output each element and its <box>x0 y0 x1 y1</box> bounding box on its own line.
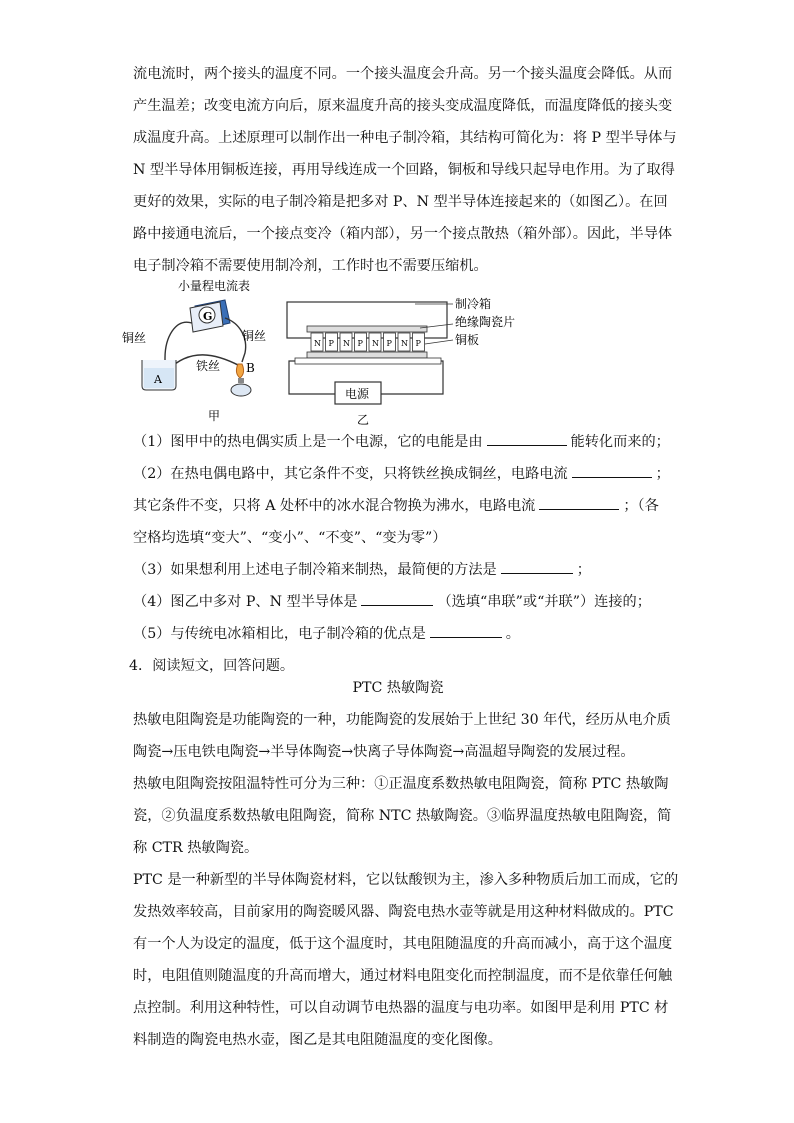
question-5 <box>133 618 663 650</box>
q3-text: （3）如果想利用上述电子制冷箱来制热，最简便的方法是 <box>133 562 497 578</box>
text-line: 点控制。利用这种特性，可以自动调节电热器的温度与电功率。如图甲是利用 PTC 材 <box>133 1000 669 1016</box>
text-line: 称 CTR 热敏陶瓷。 <box>133 840 259 856</box>
point-a-label: A <box>154 373 162 386</box>
q2-answer-blank-1[interactable] <box>572 461 652 478</box>
question-2c <box>133 522 663 554</box>
text-line: 流电流时，两个接头的温度不同。一个接头温度会升高。另一个接头温度会降低。从而 <box>133 66 673 82</box>
intro-paragraph <box>133 58 677 282</box>
text-line: 更好的效果，实际的电子制冷箱是把多对 P、N 型半导体连接起来的（如图乙）。在回 <box>133 194 668 210</box>
q1-text-end: 能转化而来的； <box>570 434 670 450</box>
copper-plate-bottom <box>295 358 441 364</box>
semiconductor-label: P <box>357 339 363 348</box>
text-line: 产生温差；改变电流方向后，原来温度升高的接头变成温度降低，而温度降低的接头变 <box>133 98 673 114</box>
article-title: PTC 热敏陶瓷 <box>352 680 444 696</box>
question-2a <box>133 458 670 490</box>
text-line: 电子制冷箱不需要使用制冷剂，工作时也不需要压缩机。 <box>133 258 488 274</box>
q4-answer-blank[interactable] <box>361 589 433 606</box>
q4-text-end: （选填“串联”或“并联”）连接的； <box>437 594 651 610</box>
questions-block <box>129 426 670 682</box>
figure-jia-caption: 甲 <box>208 409 221 423</box>
semiconductor-label: P <box>415 339 421 348</box>
q2-answer-blank-2[interactable] <box>539 493 619 510</box>
q1-answer-blank[interactable] <box>487 429 567 446</box>
semiconductor-label: P <box>386 339 392 348</box>
power-label: 电源 <box>345 387 370 401</box>
question-3 <box>133 554 663 586</box>
text-line: 路中接通电流后，一个接点变冷（箱内部），另一个接点散热（箱外部）。因此，半导体 <box>133 226 673 242</box>
question-1 <box>133 426 670 458</box>
q2-text-note: ；（各 <box>623 498 659 514</box>
q3-text-end: ； <box>576 562 591 578</box>
q1-text: （1）图甲中的热电偶实质上是一个电源，它的电能是由 <box>133 434 483 450</box>
section4-heading: 4．阅读短文，回答问题。 <box>129 658 295 674</box>
q3-answer-blank[interactable] <box>501 557 573 574</box>
q4-text: （4）图乙中多对 P、N 型半导体是 <box>133 594 358 610</box>
q5-text: （5）与传统电冰箱相比，电子制冷箱的优点是 <box>133 626 426 642</box>
copper-wire-right-label: 铜丝 <box>242 329 267 343</box>
text-line: 热敏电阻陶瓷是功能陶瓷的一种，功能陶瓷的发展始于上世纪 30 年代，经历从电介质 <box>133 712 671 728</box>
text-line: PTC 是一种新型的半导体陶瓷材料，它以钛酸钡为主，渗入多种物质后加工而成，它的 <box>133 872 679 888</box>
text-line: 有一个人为设定的温度，低于这个温度时，其电阻随温度的升高而减小，高于这个温度 <box>133 936 673 952</box>
text-line: 时，电阻值则随温度的升高而增大，通过材料电阻变化而控制温度，而不是依靠任何触 <box>133 968 673 984</box>
question-2b <box>133 490 663 522</box>
q2-text-options: 空格均选填“变大”、“变小”、“不变”、“变为零”） <box>133 530 447 546</box>
q2-text-2: 其它条件不变，只将 A 处杯中的冰水混合物换为沸水，电路电流 <box>133 498 536 514</box>
figure-yi <box>287 296 515 427</box>
q2-text: （2）在热电偶电路中，其它条件不变，只将铁丝换成铜丝，电路电流 <box>133 466 568 482</box>
q5-text-end: 。 <box>505 626 520 642</box>
text-line: 陶瓷→压电铁电陶瓷→半导体陶瓷→快离子导体陶瓷→高温超导陶瓷的发展过程。 <box>133 744 635 760</box>
figure-yi-caption: 乙 <box>357 413 370 427</box>
ceramic-plate-top <box>307 326 427 332</box>
figure-jia <box>122 278 266 423</box>
semiconductor-label: N <box>314 339 321 348</box>
ammeter-label: 小量程电流表 <box>178 279 251 293</box>
iron-wire-label: 铁丝 <box>196 359 221 373</box>
copper-wire-left-label: 铜丝 <box>122 331 147 345</box>
ammeter-icon <box>190 300 230 332</box>
text-line: 热敏电阻陶瓷按阻温特性可分为三种：①正温度系数热敏电阻陶瓷，简称 PTC 热敏陶 <box>133 776 669 792</box>
text-line: 料制造的陶瓷电热水壶，图乙是其电阻随温度的变化图像。 <box>133 1032 502 1048</box>
point-b-label: B <box>246 361 255 375</box>
box-label: 制冷箱 <box>455 297 492 311</box>
text-line: 成温度升高。上述原理可以制作出一种电子制冷箱，其结构可简化为：将 P 型半导体与 <box>133 130 677 146</box>
ceramic-plate-bottom <box>307 352 427 358</box>
copper-plate-label: 铜板 <box>455 333 480 347</box>
q2-text-semicolon: ； <box>655 466 670 482</box>
meter-letter: G <box>203 310 213 323</box>
article-body <box>133 704 679 1056</box>
figures <box>120 278 560 428</box>
semiconductor-label: N <box>372 339 379 348</box>
semiconductor-label: N <box>343 339 350 348</box>
ceramic-label: 绝缘陶瓷片 <box>455 315 516 329</box>
question-4 <box>133 586 663 618</box>
text-line: N 型半导体用铜板连接，再用导线连成一个回路，铜板和导线只起导电作用。为了取得 <box>133 162 675 178</box>
semiconductor-label: N <box>401 339 408 348</box>
semiconductor-label: P <box>328 339 334 348</box>
text-line: 瓷，②负温度系数热敏电阻陶瓷，简称 NTC 热敏陶瓷。③临界温度热敏电阻陶瓷，简 <box>133 808 672 824</box>
q5-answer-blank[interactable] <box>430 621 502 638</box>
semiconductor-array <box>311 333 425 351</box>
text-line: 发热效率较高，目前家用的陶瓷暖风器、陶瓷电热水壶等就是用这种材料做成的。PTC <box>133 904 674 920</box>
